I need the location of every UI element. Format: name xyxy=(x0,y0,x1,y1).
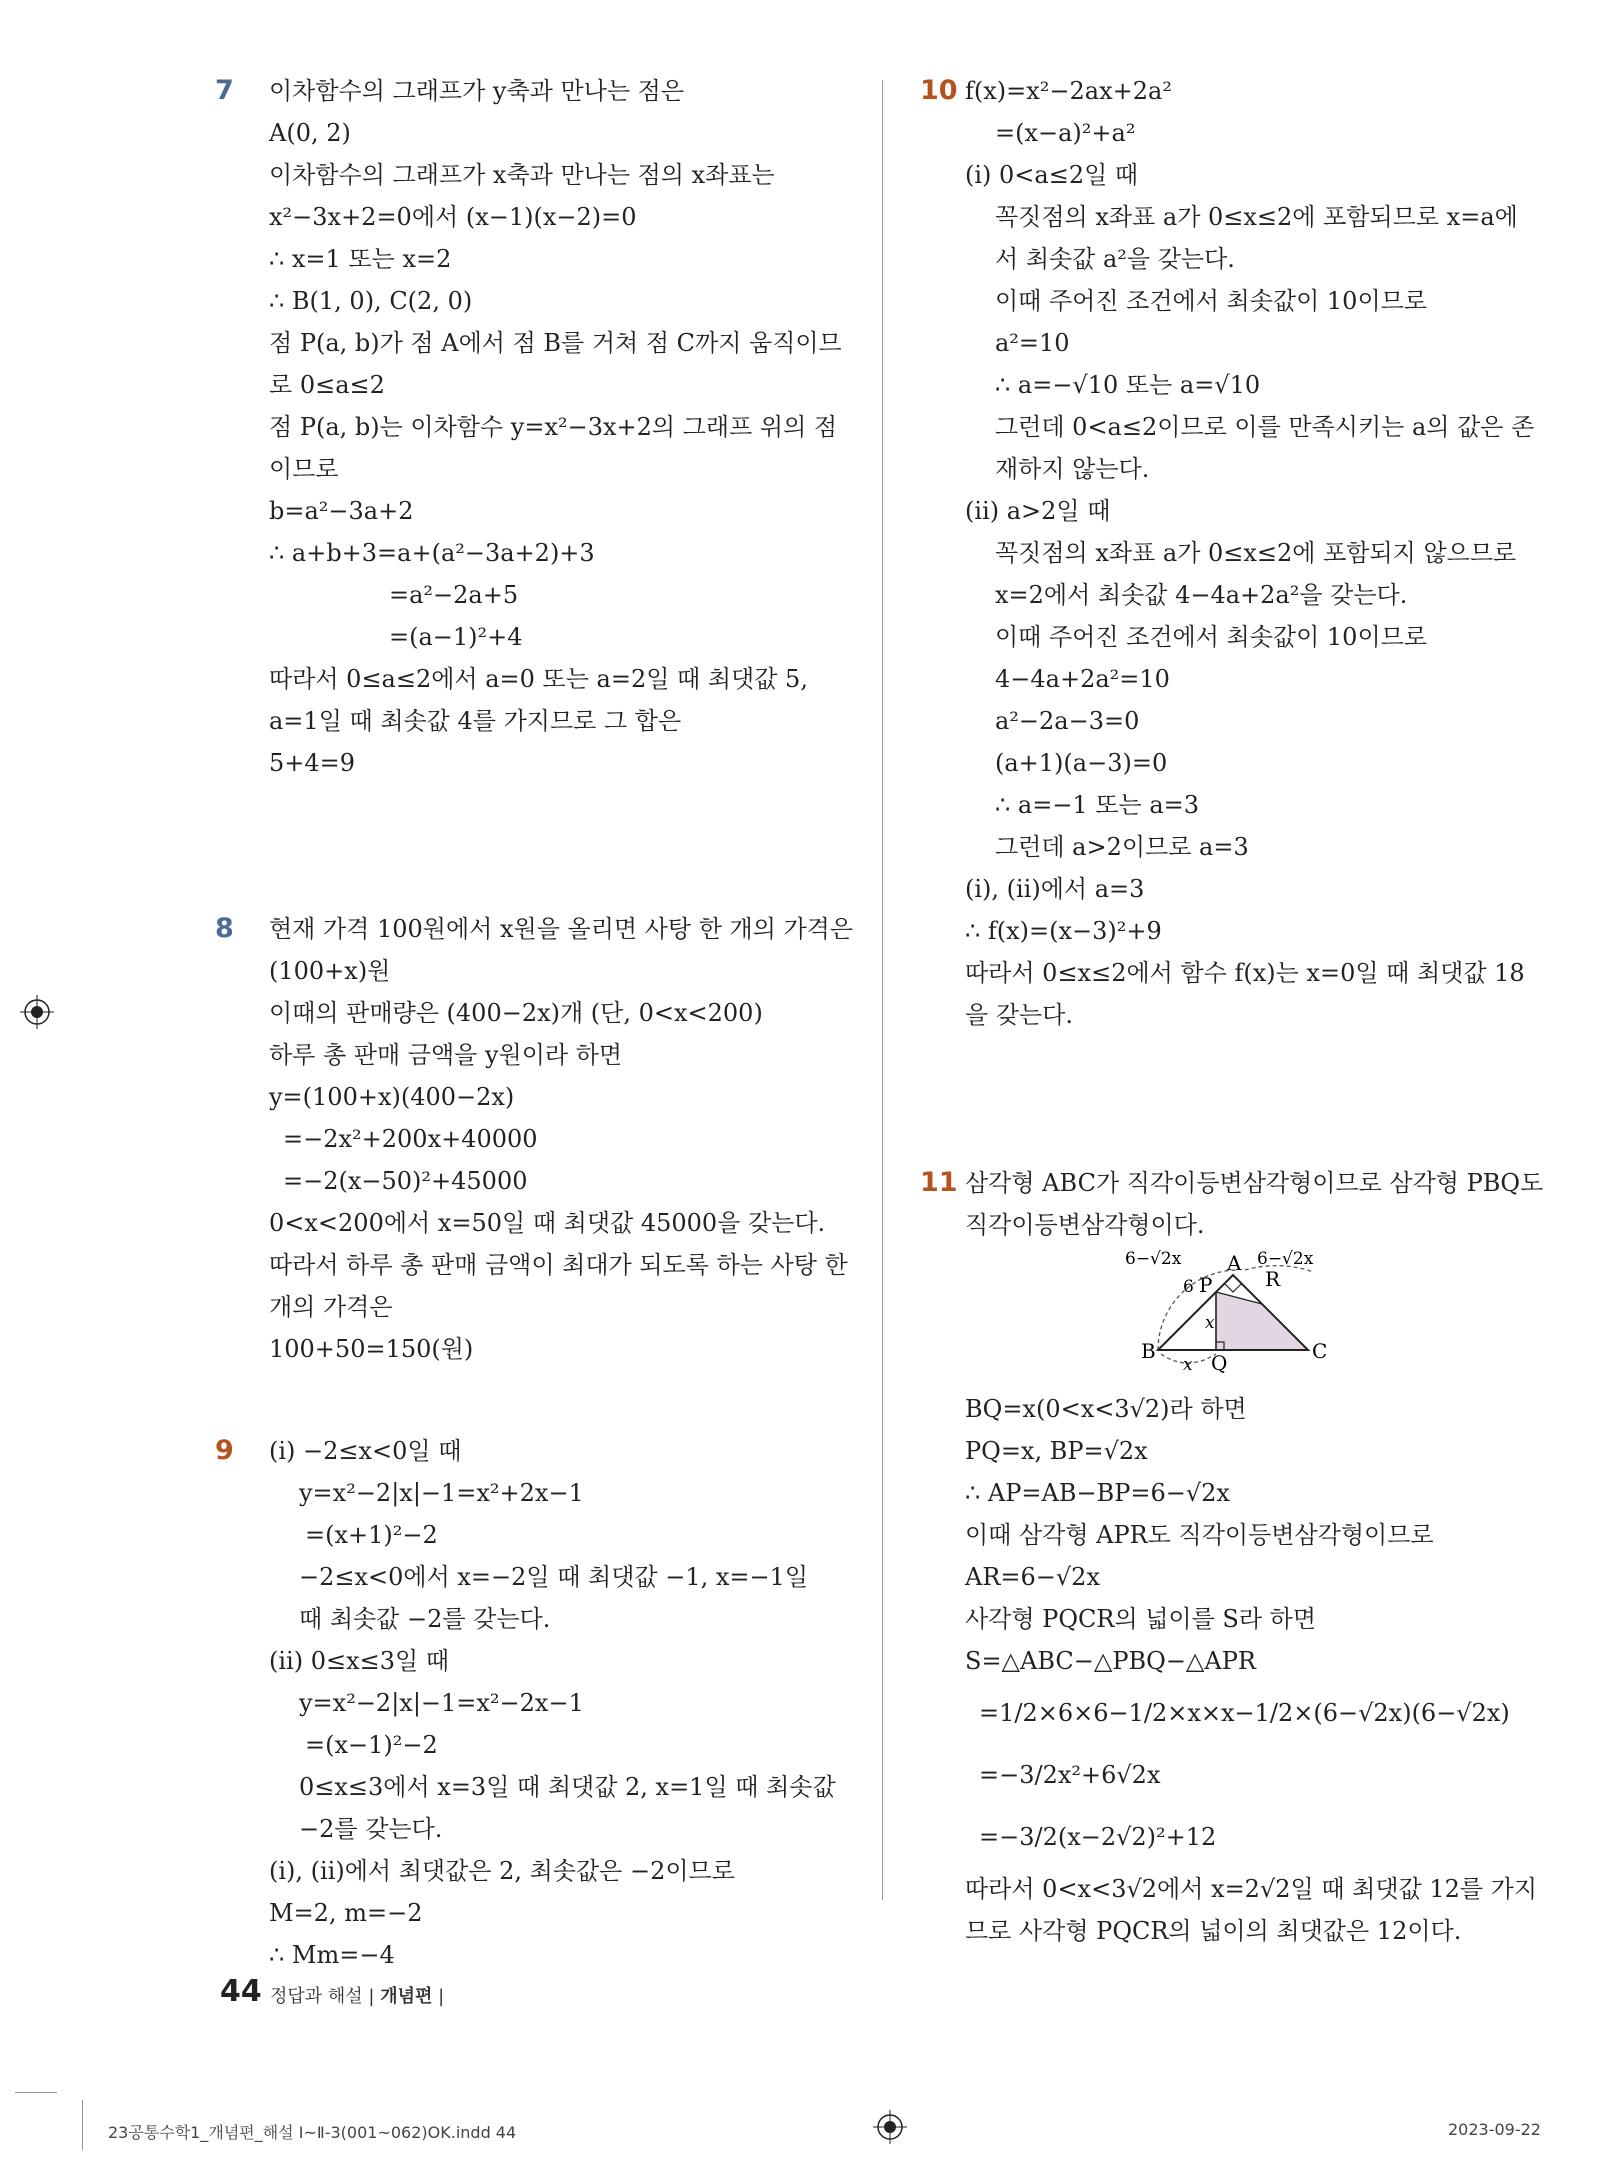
page-number: 44 xyxy=(220,1974,262,2009)
solution-line: x=2에서 최솟값 4−4a+2a²을 갖는다. xyxy=(995,581,1408,609)
solution-line: 100+50=150(원) xyxy=(269,1335,474,1363)
footer-separator-icon: | xyxy=(438,1986,445,2007)
solution-line: 직각이등변삼각형이다. xyxy=(965,1211,1205,1239)
quadrilateral-pqcr xyxy=(1216,1292,1308,1350)
solution-line: a²−2a−3=0 xyxy=(995,707,1140,735)
solution-line: ∴ a+b+3=a+(a²−3a+2)+3 xyxy=(269,539,595,567)
solution-line: (ⅱ) a>2일 때 xyxy=(965,497,1111,525)
solution-line: ∴ a=−1 또는 a=3 xyxy=(995,791,1200,819)
problem-number: 7 xyxy=(215,75,234,106)
solution-line: 개의 가격은 xyxy=(269,1293,393,1321)
solution-line: 점 P(a, b)가 점 A에서 점 B를 거쳐 점 C까지 움직이므 xyxy=(269,329,842,357)
solution-line: ∴ a=−√10 또는 a=√10 xyxy=(995,371,1261,399)
solution-line: A(0, 2) xyxy=(269,119,351,147)
label-six: 6 xyxy=(1183,1277,1194,1297)
solution-line: 을 갖는다. xyxy=(965,1001,1073,1029)
solution-line: (a+1)(a−3)=0 xyxy=(995,749,1168,777)
solution-lines xyxy=(269,1430,850,1976)
crop-mark xyxy=(82,2100,83,2150)
solution-line: =a²−2a+5 xyxy=(389,581,519,609)
solution-line: 그런데 0<a≤2이므로 이를 만족시키는 a의 값은 존 xyxy=(995,413,1535,441)
triangle-figure xyxy=(965,1246,1545,1388)
solution-line: 므로 사각형 PQCR의 넓이의 최댓값은 12이다. xyxy=(965,1917,1462,1945)
solution-line: a=1일 때 최솟값 4를 가지므로 그 합은 xyxy=(269,707,682,735)
solution-line: x²−3x+2=0에서 (x−1)(x−2)=0 xyxy=(269,203,637,231)
solution-line: =(x−1)²−2 xyxy=(305,1731,438,1759)
triangle-diagram xyxy=(1123,1246,1383,1388)
solution-line: S=△ABC−△PBQ−△APR xyxy=(965,1647,1256,1675)
solution-line: 로 0≤a≤2 xyxy=(269,371,385,399)
solution-line: 따라서 0<x<3√2에서 x=2√2일 때 최댓값 12를 가지 xyxy=(965,1875,1538,1903)
solution-line: 4−4a+2a²=10 xyxy=(995,665,1170,693)
solution-lines xyxy=(269,908,854,1370)
solution-line: 이차함수의 그래프가 y축과 만나는 점은 xyxy=(269,77,685,105)
problem-number: 11 xyxy=(920,1167,958,1198)
solution-line: 이차함수의 그래프가 x축과 만나는 점의 x좌표는 xyxy=(269,161,775,189)
solution-line: 이때의 판매량은 (400−2x)개 (단, 0<x<200) xyxy=(269,999,763,1027)
solution-line: 꼭짓점의 x좌표 a가 0≤x≤2에 포함되므로 x=a에 xyxy=(995,203,1518,231)
solution-line: (ⅱ) 0≤x≤3일 때 xyxy=(269,1647,449,1675)
solution-line: 0≤x≤3에서 x=3일 때 최댓값 2, x=1일 때 최솟값 xyxy=(299,1773,836,1801)
solution-line: =−3/2(x−2√2)²+12 xyxy=(979,1823,1217,1851)
solution-line: (100+x)원 xyxy=(269,957,391,985)
solution-line: AR=6−√2x xyxy=(965,1563,1100,1591)
label-6-minus-root2x-left: 6−√2x xyxy=(1125,1249,1182,1269)
solution-line: 재하지 않는다. xyxy=(995,455,1150,483)
solution-line: a²=10 xyxy=(995,329,1070,357)
registration-mark-icon xyxy=(20,995,54,1029)
solution-line: =−2(x−50)²+45000 xyxy=(283,1167,528,1195)
solution-line: −2를 갖는다. xyxy=(299,1815,443,1843)
label-p: P xyxy=(1199,1273,1213,1297)
solution-line: =−2x²+200x+40000 xyxy=(283,1125,538,1153)
print-file-name: 23공통수학1_개념편_해설 Ⅰ~Ⅱ-3(001~062)OK.indd 44 xyxy=(108,2123,517,2142)
solution-line: −2≤x<0에서 x=−2일 때 최댓값 −1, x=−1일 xyxy=(299,1563,809,1591)
footer-separator-icon: | xyxy=(368,1986,381,2007)
label-q: Q xyxy=(1211,1351,1228,1375)
solution-line: 서 최솟값 a²을 갖는다. xyxy=(995,245,1235,273)
solution-line: 따라서 하루 총 판매 금액이 최대가 되도록 하는 사탕 한 xyxy=(269,1251,848,1279)
solution-line: 사각형 PQCR의 넓이를 S라 하면 xyxy=(965,1605,1317,1633)
solution-line: 점 P(a, b)는 이차함수 y=x²−3x+2의 그래프 위의 점 xyxy=(269,413,838,441)
solution-line: y=(100+x)(400−2x) xyxy=(269,1083,515,1111)
solution-line: BQ=x(0<x<3√2)라 하면 xyxy=(965,1395,1247,1423)
solution-line: 따라서 0≤a≤2에서 a=0 또는 a=2일 때 최댓값 5, xyxy=(269,665,808,693)
solution-lines xyxy=(965,70,1545,1036)
solution-line: 때 최솟값 −2를 갖는다. xyxy=(299,1605,551,1633)
solution-line: y=x²−2|x|−1=x²+2x−1 xyxy=(299,1479,584,1507)
solution-line: b=a²−3a+2 xyxy=(269,497,414,525)
solution-line: (ⅰ) 0<a≤2일 때 xyxy=(965,161,1139,189)
solution-line: ∴ Mm=−4 xyxy=(269,1941,395,1969)
label-r: R xyxy=(1265,1267,1281,1291)
solution-line: 이때 주어진 조건에서 최솟값이 10이므로 xyxy=(995,287,1427,315)
solution-line: 이므로 xyxy=(269,455,339,483)
solution-line: 하루 총 판매 금액을 y원이라 하면 xyxy=(269,1041,623,1069)
crop-mark xyxy=(15,2092,57,2093)
problem-number: 8 xyxy=(215,913,234,944)
section-name: 개념편 xyxy=(380,1986,433,2007)
solution-line: 현재 가격 100원에서 x원을 올리면 사탕 한 개의 가격은 xyxy=(269,915,854,943)
label-x-bottom: x xyxy=(1183,1355,1193,1375)
label-6-minus-root2x-right: 6−√2x xyxy=(1257,1249,1314,1269)
solution-line: 이때 삼각형 APR도 직각이등변삼각형이므로 xyxy=(965,1521,1434,1549)
footer-title xyxy=(270,1982,444,2008)
solution-line: (ⅰ) −2≤x<0일 때 xyxy=(269,1437,462,1465)
label-b: B xyxy=(1141,1339,1156,1363)
label-c: C xyxy=(1312,1339,1328,1363)
solution-line: 5+4=9 xyxy=(269,749,356,777)
solution-line: (ⅰ), (ⅱ)에서 최댓값은 2, 최솟값은 −2이므로 xyxy=(269,1857,735,1885)
solution-line: (ⅰ), (ⅱ)에서 a=3 xyxy=(965,875,1145,903)
solution-line: y=x²−2|x|−1=x²−2x−1 xyxy=(299,1689,584,1717)
solution-line: 따라서 0≤x≤2에서 함수 f(x)는 x=0일 때 최댓값 18 xyxy=(965,959,1525,987)
solution-line: =−3/2x²+6√2x xyxy=(979,1761,1161,1789)
right-angle-a xyxy=(1225,1284,1241,1292)
solution-line: =(x−a)²+a² xyxy=(995,119,1136,147)
label-x-vertical: x xyxy=(1205,1313,1215,1333)
solution-line: =(a−1)²+4 xyxy=(389,623,523,651)
label-a: A xyxy=(1227,1251,1242,1275)
solution-line: f(x)=x²−2ax+2a² xyxy=(965,77,1172,105)
registration-mark-icon xyxy=(873,2110,907,2144)
problem-number: 9 xyxy=(215,1435,234,1466)
solution-line: ∴ AP=AB−BP=6−√2x xyxy=(965,1479,1230,1507)
column-divider xyxy=(882,80,883,1900)
solution-line: ∴ B(1, 0), C(2, 0) xyxy=(269,287,473,315)
solution-line: =(x+1)²−2 xyxy=(305,1521,438,1549)
print-date: 2023-09-22 xyxy=(1448,2120,1541,2139)
solution-line: 꼭짓점의 x좌표 a가 0≤x≤2에 포함되지 않으므로 xyxy=(995,539,1517,567)
solution-line: =1/2×6×6−1/2×x×x−1/2×(6−√2x)(6−√2x) xyxy=(979,1699,1510,1727)
solution-line: M=2, m=−2 xyxy=(269,1899,423,1927)
solution-line: 0<x<200에서 x=50일 때 최댓값 45000을 갖는다. xyxy=(269,1209,826,1237)
solution-line: 그런데 a>2이므로 a=3 xyxy=(995,833,1249,861)
solution-line: PQ=x, BP=√2x xyxy=(965,1437,1148,1465)
book-title: 정답과 해설 xyxy=(270,1986,363,2007)
solution-line: ∴ f(x)=(x−3)²+9 xyxy=(965,917,1162,945)
problem-number: 10 xyxy=(920,75,958,106)
solution-line: 이때 주어진 조건에서 최솟값이 10이므로 xyxy=(995,623,1427,651)
solution-line: 삼각형 ABC가 직각이등변삼각형이므로 삼각형 PBQ도 xyxy=(965,1169,1544,1197)
solution-lines xyxy=(269,70,850,784)
solution-line: ∴ x=1 또는 x=2 xyxy=(269,245,452,273)
solution-lines xyxy=(965,1162,1545,1952)
